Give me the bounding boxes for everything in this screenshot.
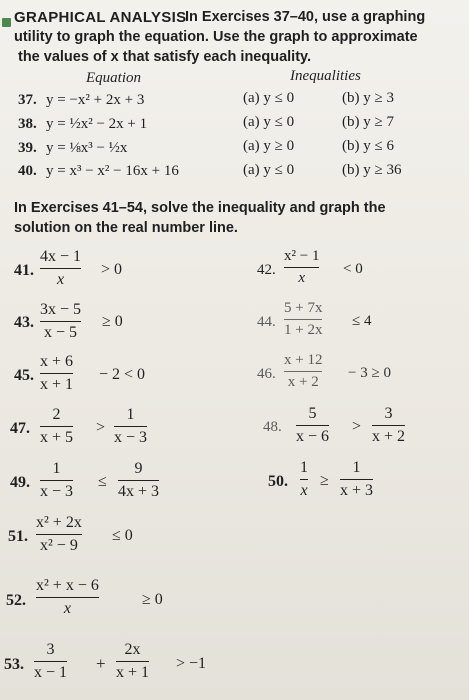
numerator: 1 bbox=[52, 460, 61, 477]
relation: − 3 ≥ 0 bbox=[348, 365, 391, 381]
denominator: x bbox=[298, 270, 306, 287]
denominator: x + 3 bbox=[340, 482, 374, 500]
intro-line-1: In Exercises 37–40, use a graphing bbox=[185, 9, 426, 25]
numerator: 3x − 5 bbox=[40, 301, 82, 318]
fraction-left bbox=[34, 642, 67, 681]
row-inequality-b: (b) y ≥ 3 bbox=[342, 90, 394, 106]
operator: + bbox=[96, 654, 106, 673]
problem-number: 53. bbox=[4, 656, 24, 673]
problem-number: 48. bbox=[263, 419, 282, 435]
numerator: 5 + 7x bbox=[284, 300, 323, 316]
numerator: 3 bbox=[46, 641, 55, 658]
row-inequality-b: (b) y ≤ 6 bbox=[342, 138, 394, 154]
equation-column-header: Equation bbox=[86, 70, 141, 86]
denominator: x − 1 bbox=[34, 664, 68, 682]
row-inequality-a: (a) y ≤ 0 bbox=[243, 90, 295, 106]
row-number: 39. bbox=[18, 140, 37, 156]
fraction-left bbox=[296, 406, 329, 445]
fraction bbox=[40, 302, 81, 341]
numerator: 1 bbox=[126, 406, 135, 423]
relation: ≥ 0 bbox=[102, 313, 123, 330]
inequalities-column-header: Inequalities bbox=[290, 68, 361, 84]
fraction bbox=[284, 353, 322, 390]
fraction bbox=[284, 249, 319, 286]
row-inequality-b: (b) y ≥ 7 bbox=[342, 114, 394, 130]
problem-number: 43. bbox=[14, 314, 34, 331]
numerator: 1 bbox=[300, 459, 308, 476]
relation: ≥ 0 bbox=[142, 591, 163, 608]
intro-line-2: utility to graph the equation. Use the graph to approximate bbox=[14, 29, 418, 45]
row-equation: y = ½x² − 2x + 1 bbox=[46, 116, 148, 132]
denominator: x − 3 bbox=[114, 429, 148, 447]
problem-number: 42. bbox=[257, 262, 276, 278]
problem-number: 46. bbox=[257, 366, 276, 382]
relation: ≤ 0 bbox=[112, 527, 133, 544]
row-number: 40. bbox=[18, 163, 37, 179]
denominator: x bbox=[56, 271, 65, 289]
numerator: 2 bbox=[52, 406, 61, 423]
problem-number: 50. bbox=[268, 473, 288, 490]
denominator: x bbox=[300, 482, 308, 500]
section-title: GRAPHICAL ANALYSIS bbox=[14, 9, 187, 26]
relation: − 2 < 0 bbox=[99, 366, 146, 383]
row-inequality-a: (a) y ≥ 0 bbox=[243, 138, 295, 154]
numerator: 3 bbox=[384, 405, 393, 422]
fraction-right bbox=[118, 461, 159, 500]
fraction-left bbox=[300, 460, 308, 499]
relation: < 0 bbox=[343, 261, 363, 277]
row-equation: y = x³ − x² − 16x + 16 bbox=[46, 163, 179, 179]
fraction-left bbox=[40, 461, 73, 500]
relation: > 0 bbox=[101, 261, 123, 278]
denominator: x + 5 bbox=[40, 429, 74, 447]
problem-number: 52. bbox=[6, 592, 26, 609]
relation: > −1 bbox=[176, 655, 207, 672]
section-marker-icon bbox=[2, 18, 11, 27]
problem-number: 44. bbox=[257, 314, 276, 330]
denominator: x − 5 bbox=[44, 324, 78, 342]
denominator: x + 1 bbox=[116, 664, 150, 682]
denominator: 4x + 3 bbox=[118, 483, 160, 501]
relation: ≤ 4 bbox=[352, 313, 372, 329]
fraction bbox=[36, 578, 99, 617]
fraction bbox=[40, 354, 73, 393]
numerator: x² + x − 6 bbox=[36, 577, 99, 594]
denominator: x − 6 bbox=[296, 428, 330, 446]
denominator: x² − 9 bbox=[40, 537, 78, 555]
denominator: x + 2 bbox=[287, 374, 319, 391]
row-inequality-a: (a) y ≤ 0 bbox=[243, 162, 295, 178]
problem-number: 47. bbox=[10, 420, 30, 437]
section2-line-1: In Exercises 41–54, solve the inequality and graph the bbox=[14, 200, 386, 216]
fraction-right bbox=[114, 407, 147, 446]
row-number: 37. bbox=[18, 92, 37, 108]
denominator: 1 + 2x bbox=[284, 322, 323, 339]
row-number: 38. bbox=[18, 116, 37, 132]
numerator: 1 bbox=[352, 459, 361, 476]
intro-line-3: the values of x that satisfy each inequality. bbox=[18, 49, 312, 65]
numerator: x + 6 bbox=[40, 353, 74, 370]
numerator: 4x − 1 bbox=[40, 248, 82, 265]
denominator: x + 1 bbox=[40, 376, 74, 394]
fraction-right bbox=[340, 460, 373, 499]
fraction bbox=[36, 515, 82, 554]
numerator: x + 12 bbox=[284, 352, 323, 368]
fraction-left bbox=[40, 407, 73, 446]
numerator: x² + 2x bbox=[36, 514, 82, 531]
relation: > bbox=[352, 418, 362, 435]
row-inequality-a: (a) y ≤ 0 bbox=[243, 114, 295, 130]
numerator: x² − 1 bbox=[284, 248, 320, 264]
denominator: x bbox=[63, 600, 71, 618]
section2-line-2: solution on the real number line. bbox=[14, 220, 238, 236]
relation: ≤ bbox=[98, 473, 107, 490]
row-equation: y = −x² + 2x + 3 bbox=[46, 92, 145, 108]
denominator: x − 3 bbox=[40, 483, 74, 501]
relation: > bbox=[96, 419, 106, 436]
problem-number: 49. bbox=[10, 474, 30, 491]
numerator: 9 bbox=[134, 460, 143, 477]
row-equation: y = ⅛x³ − ½x bbox=[46, 140, 128, 156]
fraction bbox=[284, 301, 322, 338]
fraction-right bbox=[116, 642, 149, 681]
fraction-right bbox=[372, 406, 405, 445]
relation: ≥ bbox=[320, 472, 329, 489]
numerator: 5 bbox=[308, 405, 317, 422]
fraction bbox=[40, 249, 81, 288]
numerator: 2x bbox=[124, 641, 141, 658]
problem-number: 51. bbox=[8, 528, 28, 545]
problem-number: 41. bbox=[14, 262, 34, 279]
denominator: x + 2 bbox=[372, 428, 406, 446]
problem-number: 45. bbox=[14, 367, 34, 384]
row-inequality-b: (b) y ≥ 36 bbox=[342, 162, 402, 178]
